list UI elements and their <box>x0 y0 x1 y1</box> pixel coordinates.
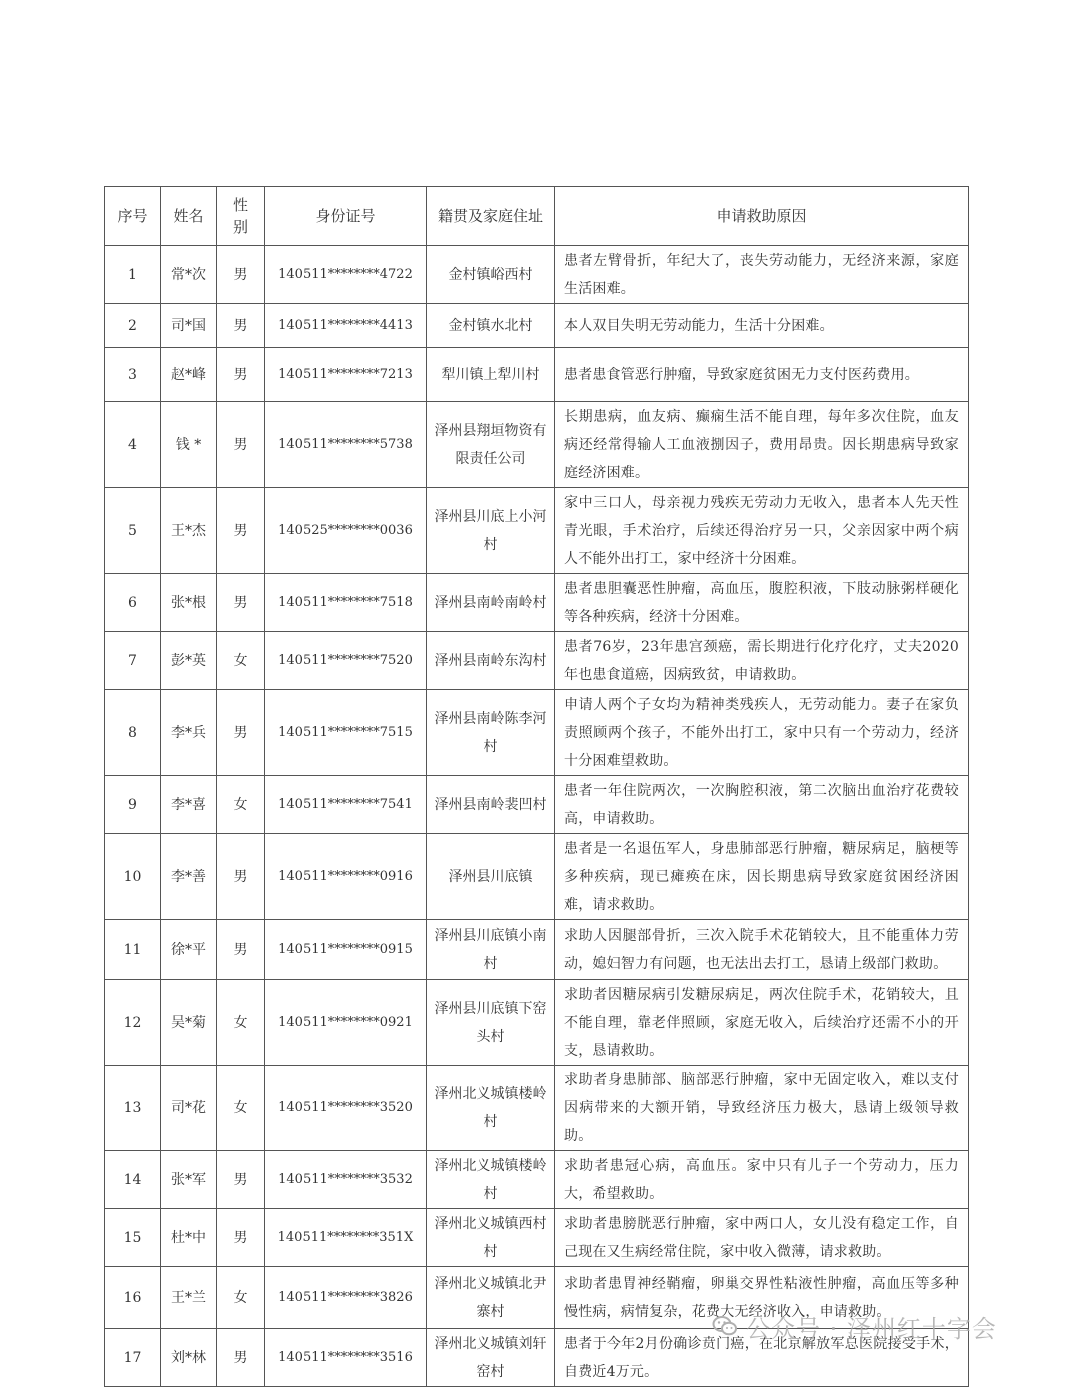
watermark <box>712 1306 1052 1346</box>
table-row <box>105 246 969 304</box>
row-id-number: 140511********7515 <box>265 690 427 776</box>
row-name: 吴*菊 <box>161 980 217 1066</box>
row-number: 14 <box>105 1151 161 1209</box>
row-number: 7 <box>105 632 161 690</box>
row-gender: 女 <box>217 632 265 690</box>
row-id-number: 140511********0916 <box>265 834 427 920</box>
header-gender-line1: 性 <box>232 196 248 214</box>
row-gender: 男 <box>217 402 265 488</box>
row-address: 泽州北义城镇楼岭村 <box>427 1066 555 1151</box>
row-address: 泽州县南岭南岭村 <box>427 574 555 632</box>
row-id-number: 140511********3826 <box>265 1267 427 1329</box>
row-address: 泽州县川底镇 <box>427 834 555 920</box>
row-number: 4 <box>105 402 161 488</box>
row-reason: 求助者患冠心病，高血压。家中只有儿子一个劳动力，压力大，希望救助。 <box>555 1151 969 1209</box>
row-reason: 患者76岁，23年患宫颈癌，需长期进行化疗化疗，丈夫2020年也患食道癌，因病致贫，申请救助。 <box>555 632 969 690</box>
row-id-number: 140511********7518 <box>265 574 427 632</box>
row-name: 钱 * <box>161 402 217 488</box>
header-name: 姓名 <box>161 187 217 246</box>
row-name: 刘*林 <box>161 1329 217 1387</box>
row-id-number: 140511********7541 <box>265 776 427 834</box>
table-row <box>105 488 969 574</box>
row-address: 泽州县南岭陈李河村 <box>427 690 555 776</box>
row-number: 12 <box>105 980 161 1066</box>
row-name: 赵*峰 <box>161 348 217 402</box>
row-gender: 女 <box>217 1267 265 1329</box>
row-gender: 男 <box>217 488 265 574</box>
header-no: 序号 <box>105 187 161 246</box>
row-gender: 男 <box>217 920 265 980</box>
table-row <box>105 574 969 632</box>
relief-application-table <box>104 186 969 1387</box>
row-gender: 男 <box>217 1151 265 1209</box>
header-gender-line2: 别 <box>232 218 248 236</box>
table-row <box>105 1209 969 1267</box>
table-row <box>105 348 969 402</box>
row-address: 金村镇水北村 <box>427 304 555 348</box>
table-header-row <box>105 187 969 246</box>
table-row <box>105 776 969 834</box>
row-gender: 男 <box>217 834 265 920</box>
row-id-number: 140525********0036 <box>265 488 427 574</box>
row-gender: 男 <box>217 1209 265 1267</box>
row-address: 犁川镇上犁川村 <box>427 348 555 402</box>
row-reason: 患者左臂骨折，年纪大了，丧失劳动能力，无经济来源，家庭生活困难。 <box>555 246 969 304</box>
row-address: 泽州县南岭裴凹村 <box>427 776 555 834</box>
row-address: 金村镇峪西村 <box>427 246 555 304</box>
table-row <box>105 920 969 980</box>
row-reason: 本人双目失明无劳动能力，生活十分困难。 <box>555 304 969 348</box>
row-name: 张*根 <box>161 574 217 632</box>
row-number: 6 <box>105 574 161 632</box>
row-name: 常*次 <box>161 246 217 304</box>
row-address: 泽州县南岭东沟村 <box>427 632 555 690</box>
row-reason: 家中三口人，母亲视力残疾无劳动力无收入，患者本人先天性青光眼，手术治疗，后续还得治疗另一只，父亲因家中两个病人不能外出打工，家中经济十分困难。 <box>555 488 969 574</box>
row-name: 张*军 <box>161 1151 217 1209</box>
row-reason: 求助人因腿部骨折，三次入院手术花销较大，且不能重体力劳动，媳妇智力有问题，也无法出去打工，恳请上级部门救助。 <box>555 920 969 980</box>
row-address: 泽州北义城镇西村村 <box>427 1209 555 1267</box>
row-number: 9 <box>105 776 161 834</box>
row-reason: 求助者患胃神经鞘瘤，卵巢交界性粘液性肿瘤，高血压等多种慢性病，病情复杂，花费大无经济收入，申请救助。 <box>555 1267 969 1329</box>
row-name: 李*喜 <box>161 776 217 834</box>
row-name: 王*兰 <box>161 1267 217 1329</box>
table-row <box>105 632 969 690</box>
row-reason: 患者患胆囊恶性肿瘤，高血压，腹腔积液，下肢动脉粥样硬化等各种疾病，经济十分困难。 <box>555 574 969 632</box>
row-reason: 患者是一名退伍军人，身患肺部恶行肿瘤，糖尿病足，脑梗等多种疾病，现已瘫痪在床，因长期患病导致家庭贫困经济困难，请求救助。 <box>555 834 969 920</box>
table-row <box>105 834 969 920</box>
row-reason: 患者患食管恶行肿瘤，导致家庭贫困无力支付医药费用。 <box>555 348 969 402</box>
row-reason: 申请人两个子女均为精神类残疾人，无劳动能力。妻子在家负责照顾两个孩子，不能外出打工，家中只有一个劳动力，经济十分困难望救助。 <box>555 690 969 776</box>
table-row <box>105 402 969 488</box>
row-id-number: 140511********351X <box>265 1209 427 1267</box>
row-reason: 患者于今年2月份确诊贲门癌，在北京解放军总医院接受手术，自费近4万元。 <box>555 1329 969 1387</box>
header-gender <box>217 187 265 246</box>
row-gender: 男 <box>217 690 265 776</box>
table-row <box>105 304 969 348</box>
row-address: 泽州北义城镇北尹寨村 <box>427 1267 555 1329</box>
table-row <box>105 690 969 776</box>
row-id-number: 140511********3520 <box>265 1066 427 1151</box>
row-gender: 女 <box>217 980 265 1066</box>
row-address: 泽州县翔垣物资有限责任公司 <box>427 402 555 488</box>
row-id-number: 140511********0921 <box>265 980 427 1066</box>
row-name: 司*花 <box>161 1066 217 1151</box>
row-name: 王*杰 <box>161 488 217 574</box>
header-reason: 申请救助原因 <box>555 187 969 246</box>
row-address: 泽州县川底上小河村 <box>427 488 555 574</box>
row-number: 5 <box>105 488 161 574</box>
row-id-number: 140511********4722 <box>265 246 427 304</box>
row-number: 2 <box>105 304 161 348</box>
row-address: 泽州北义城镇楼岭村 <box>427 1151 555 1209</box>
row-number: 11 <box>105 920 161 980</box>
table-row <box>105 980 969 1066</box>
row-id-number: 140511********3532 <box>265 1151 427 1209</box>
row-name: 徐*平 <box>161 920 217 980</box>
table-body <box>105 246 969 1387</box>
row-number: 3 <box>105 348 161 402</box>
row-gender: 男 <box>217 348 265 402</box>
header-address: 籍贯及家庭住址 <box>427 187 555 246</box>
row-name: 李*兵 <box>161 690 217 776</box>
row-id-number: 140511********3516 <box>265 1329 427 1387</box>
row-address: 泽州北义城镇刘轩窑村 <box>427 1329 555 1387</box>
row-reason: 长期患病，血友病、癫痫生活不能自理，每年多次住院，血友病还经常得输人工血液捌因子，费用昂贵。因长期患病导致家庭经济困难。 <box>555 402 969 488</box>
row-gender: 女 <box>217 776 265 834</box>
row-gender: 女 <box>217 1066 265 1151</box>
wechat-icon <box>712 1313 738 1339</box>
watermark-text: 公众号 · 泽州红十字会 <box>746 1314 997 1343</box>
row-number: 8 <box>105 690 161 776</box>
header-id: 身份证号 <box>265 187 427 246</box>
table-row <box>105 1066 969 1151</box>
row-number: 1 <box>105 246 161 304</box>
row-number: 17 <box>105 1329 161 1387</box>
row-reason: 求助者因糖尿病引发糖尿病足，两次住院手术，花销较大，且不能自理，靠老伴照顾，家庭无收入，后续治疗还需不小的开支，恳请救助。 <box>555 980 969 1066</box>
row-reason: 求助者患膀胱恶行肿瘤，家中两口人，女儿没有稳定工作，自己现在又生病经常住院，家中收入微薄，请求救助。 <box>555 1209 969 1267</box>
row-id-number: 140511********7213 <box>265 348 427 402</box>
row-address: 泽州县川底镇小南村 <box>427 920 555 980</box>
row-name: 杜*中 <box>161 1209 217 1267</box>
row-reason: 患者一年住院两次，一次胸腔积液，第二次脑出血治疗花费较高，申请救助。 <box>555 776 969 834</box>
row-address: 泽州县川底镇下窑头村 <box>427 980 555 1066</box>
table-row <box>105 1151 969 1209</box>
row-name: 李*善 <box>161 834 217 920</box>
row-id-number: 140511********7520 <box>265 632 427 690</box>
row-id-number: 140511********4413 <box>265 304 427 348</box>
row-name: 司*国 <box>161 304 217 348</box>
row-name: 彭*英 <box>161 632 217 690</box>
row-gender: 男 <box>217 246 265 304</box>
row-gender: 男 <box>217 304 265 348</box>
row-number: 16 <box>105 1267 161 1329</box>
row-gender: 男 <box>217 1329 265 1387</box>
row-number: 13 <box>105 1066 161 1151</box>
row-number: 10 <box>105 834 161 920</box>
row-number: 15 <box>105 1209 161 1267</box>
row-reason: 求助者身患肺部、脑部恶行肿瘤，家中无固定收入，难以支付因病带来的大额开销，导致经济压力极大，恳请上级领导救助。 <box>555 1066 969 1151</box>
row-id-number: 140511********5738 <box>265 402 427 488</box>
row-id-number: 140511********0915 <box>265 920 427 980</box>
row-gender: 男 <box>217 574 265 632</box>
